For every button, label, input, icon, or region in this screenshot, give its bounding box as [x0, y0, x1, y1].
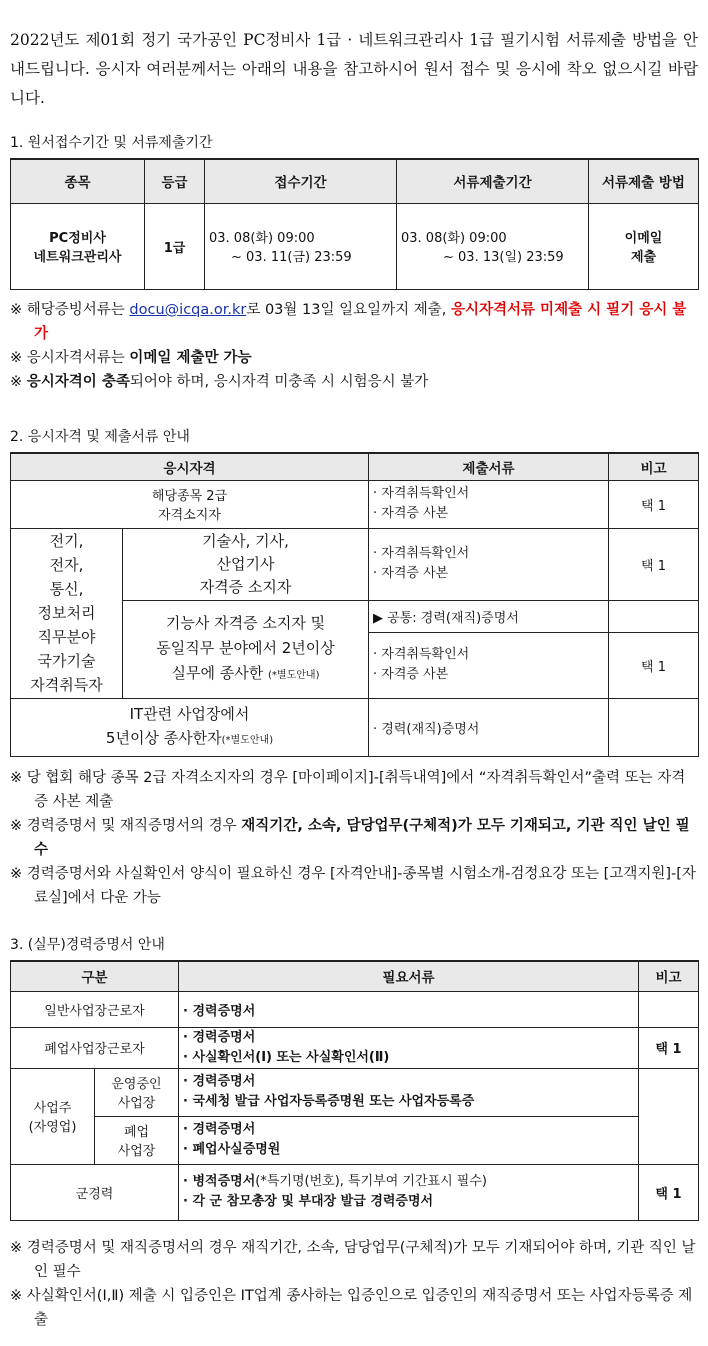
- qual-national-tech: 전기, 전자, 통신, 정보처리 직무분야 국가기술 자격취득자: [11, 528, 123, 698]
- docs-level2-holder: · 자격취득확인서 · 자격증 사본: [369, 480, 609, 528]
- section-2-notes: [10, 766, 698, 910]
- header-method: 서류제출 방법: [589, 159, 699, 203]
- intro-paragraph: 2022년도 제01회 정기 국가공인 PC정비사 1급 · 네트워크관리사 1급 필기시험 서류제출 방법을 안내드립니다. 응시자 여러분께서는 아래의 내용을 참고하시어 원서 접수 및 응시에 착오 없으시길 바랍니다.: [10, 31, 698, 107]
- header-required-docs: 필요서류: [179, 961, 639, 991]
- cell-grade: 1급: [145, 203, 205, 289]
- docs-general-worker: · 경력증명서: [179, 991, 639, 1027]
- remark-military: 택 1: [639, 1164, 699, 1220]
- note-career-cert: ※ 경력증명서 및 재직증명서의 경우 재직기간, 소속, 담당업무(구체적)가 모두 기재되고, 기관 직인 날인 필수: [10, 818, 690, 858]
- header-category: 구분: [11, 961, 179, 991]
- remark-craftsman: 택 1: [609, 632, 699, 698]
- docs-craftsman: · 자격취득확인서 · 자격증 사본: [369, 632, 609, 698]
- docs-it-5years: · 경력(재직)증명서: [369, 698, 609, 756]
- note-level2: ※ 당 협회 해당 종목 2급 자격소지자의 경우 [마이페이지]-[취득내역]에서 “자격취득확인서”출력 또는 자격증 사본 제출: [10, 770, 686, 810]
- section-2-title: 2. 응시자격 및 제출서류 안내: [10, 429, 190, 445]
- remark-owner-empty: [639, 1068, 699, 1164]
- note-career-required: ※ 경력증명서 및 재직증명서의 경우 재직기간, 소속, 담당업무(구체적)가 모두 기재되어야 하며, 기관 직인 날인 필수: [10, 1240, 696, 1280]
- remark-closed-worker: 택 1: [639, 1027, 699, 1068]
- section-3-notes: [10, 1236, 698, 1332]
- remark-choose-one: 택 1: [609, 480, 699, 528]
- header-registration: 접수기간: [205, 159, 397, 203]
- cell-method: 이메일 제출: [589, 203, 699, 289]
- email-link[interactable]: docu@icqa.or.kr: [129, 302, 247, 318]
- docs-closed-worker: · 경력증명서 · 사실확인서(Ⅰ) 또는 사실확인서(Ⅱ): [179, 1027, 639, 1068]
- qualification-table: [10, 452, 699, 757]
- header-item: 종목: [11, 159, 145, 203]
- header-qualification: 응시자격: [11, 453, 369, 480]
- cat-owner-closed: 폐업 사업장: [95, 1116, 179, 1164]
- note-forms: ※ 경력증명서와 사실확인서 양식이 필요하신 경우 [자격안내]-종목별 시험소개-검정요강 또는 [고객지원]-[자료실]에서 다운 가능: [10, 866, 696, 906]
- docs-engineer: · 자격취득확인서 · 자격증 사본: [369, 528, 609, 600]
- note-qualification: ※ 응시자격이 충족되어야 하며, 응시자격 미충족 시 시험응시 불가: [10, 374, 429, 390]
- cat-general-worker: 일반사업장근로자: [11, 991, 179, 1027]
- cell-registration: 03. 08(화) 09:00 ~ 03. 11(금) 23:59: [205, 203, 397, 289]
- header-documents: 제출서류: [369, 453, 609, 480]
- qual-craftsman: 기능사 자격증 소지자 및 동일직무 분야에서 2년이상 실무에 종사한 (*별도안내): [123, 600, 369, 698]
- qual-level2-holder: 해당종목 2급 자격소지자: [11, 480, 369, 528]
- section-1-notes: [10, 298, 698, 394]
- remark-common-empty: [609, 600, 699, 632]
- qual-engineer: 기술사, 기사, 산업기사 자격증 소지자: [123, 528, 369, 600]
- header-remark-3: 비고: [639, 961, 699, 991]
- note-email-only: ※ 응시자격서류는 이메일 제출만 가능: [10, 350, 252, 366]
- docs-common: ▶ 공통: 경력(재직)증명서: [369, 600, 609, 632]
- qual-it-5years: IT관련 사업장에서 5년이상 종사한자(*별도안내): [11, 698, 369, 756]
- cat-military: 군경력: [11, 1164, 179, 1220]
- docs-military: · 병적증명서(*특기명(번호), 특기부여 기간표시 필수) · 각 군 참모총장 및 부대장 발급 경력증명서: [179, 1164, 639, 1220]
- cat-closed-worker: 폐업사업장근로자: [11, 1027, 179, 1068]
- note-fact-confirmation: ※ 사실확인서(Ⅰ,Ⅱ) 제출 시 입증인은 IT업계 종사하는 입증인으로 입증인의 재직증명서 또는 사업자등록증 제출: [10, 1288, 693, 1328]
- note-submission: ※ 해당증빙서류는 docu@icqa.or.kr로 03월 13일 일요일까지 제출, 응시자격서류 미제출 시 필기 응시 불가: [10, 302, 687, 342]
- cat-owner-operating: 운영중인 사업장: [95, 1068, 179, 1116]
- header-grade: 등급: [145, 159, 205, 203]
- cat-owner: 사업주 (자영업): [11, 1068, 95, 1164]
- career-table: [10, 960, 699, 1221]
- section-1-title: 1. 원서접수기간 및 서류제출기간: [10, 135, 213, 151]
- header-remark: 비고: [609, 453, 699, 480]
- docs-owner-operating: · 경력증명서 · 국세청 발급 사업자등록증명원 또는 사업자등록증: [179, 1068, 639, 1116]
- section-3-title: 3. (실무)경력증명서 안내: [10, 937, 165, 953]
- cell-document-period: 03. 08(화) 09:00 ~ 03. 13(일) 23:59: [397, 203, 589, 289]
- header-document-period: 서류제출기간: [397, 159, 589, 203]
- remark-engineer: 택 1: [609, 528, 699, 600]
- cell-items: PC정비사 네트워크관리사: [11, 203, 145, 289]
- remark-general-empty: [639, 991, 699, 1027]
- remark-it-empty: [609, 698, 699, 756]
- schedule-table: [10, 158, 699, 290]
- docs-owner-closed: · 경력증명서 · 폐업사실증명원: [179, 1116, 639, 1164]
